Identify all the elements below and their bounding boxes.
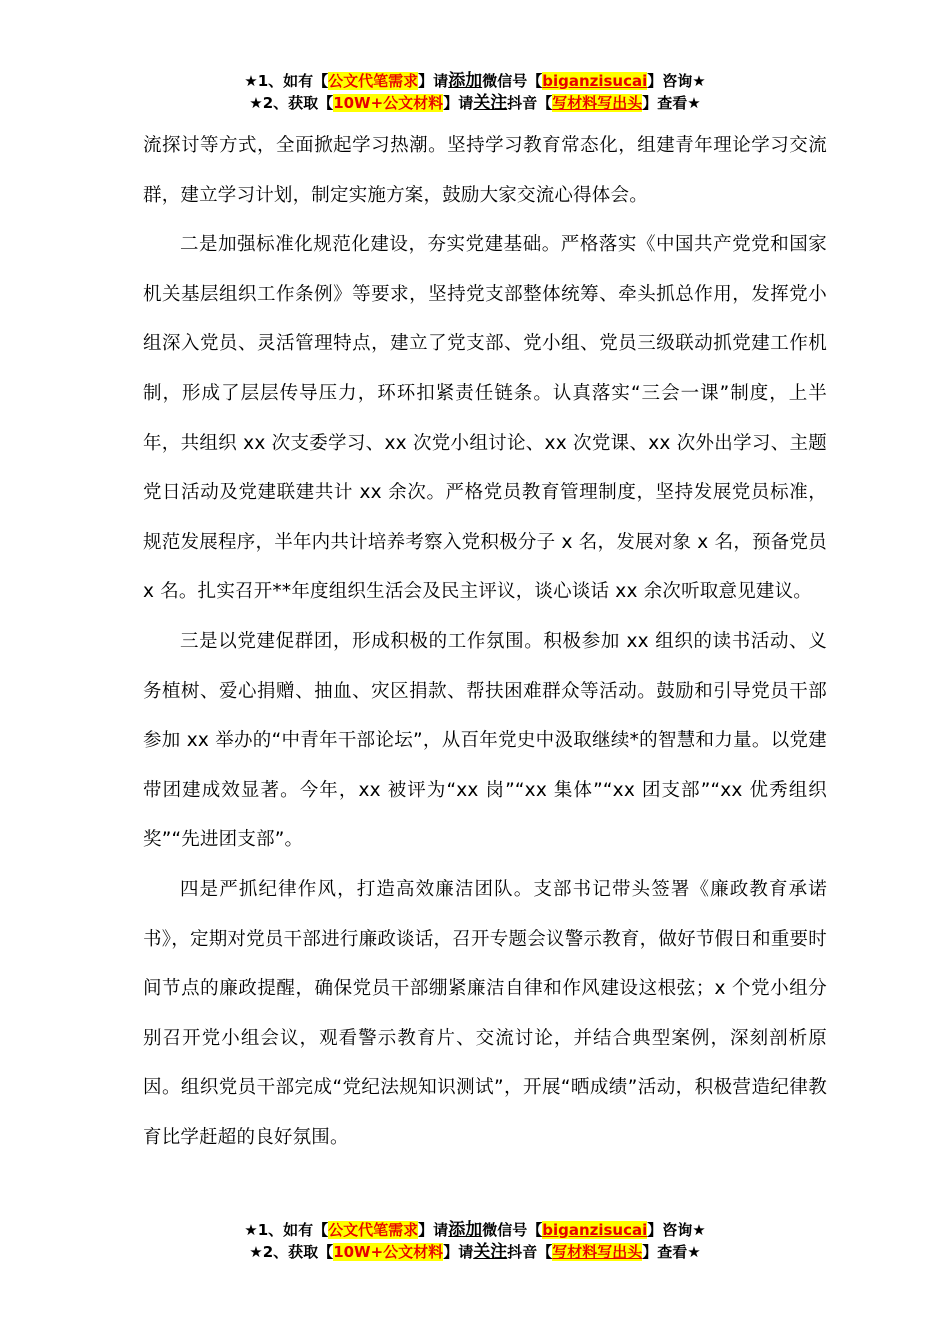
banner-line-1 <box>0 1219 950 1241</box>
banner-text: ★1、如有【 <box>244 72 329 90</box>
banner-highlight: 公文代笔需求 <box>328 72 419 90</box>
banner-text: ★2、获取【 <box>249 1243 334 1261</box>
banner-text: 抖音【 <box>507 1243 553 1261</box>
banner-highlight: 10W+公文材料 <box>333 94 444 112</box>
paragraph-discipline: 四是严抓纪律作风，打造高效廉洁团队。支部书记带头签署《廉政教育承诺书》，定期对党员干部进行廉政谈话，召开专题会议警示教育，做好节假日和重要时间节点的廉政提醒，确保党员干部绷紧廉洁自律和作风建设这根弦；x 个党小组分别召开党小组会议，观看警示教育片、交流讨论，并结合典型案例，深刻剖析原因。组织党员干部完成“党纪法规知识测试”，开展“晒成绩”活动，积极营造纪律教育比学赶超的良好氛围。 <box>143 878 827 1148</box>
banner-douyin-id: 写材料写出头 <box>552 94 643 112</box>
paragraph-continuation: 流探讨等方式，全面掀起学习热潮。坚持学习教育常态化，组建青年理论学习交流群，建立学习计划，制定实施方案，鼓励大家交流心得体会。 <box>143 135 827 206</box>
footer-banner <box>0 1219 950 1263</box>
banner-wechat-id: biganzisucai <box>542 72 648 90</box>
banner-highlight: 公文代笔需求 <box>328 1221 419 1239</box>
banner-line-1 <box>0 70 950 92</box>
banner-text: 】咨询★ <box>647 1221 706 1239</box>
paragraph-standardization: 二是加强标准化规范化建设，夯实党建基础。严格落实《中国共产党党和国家机关基层组织工作条例》等要求，坚持党支部整体统筹、牵头抓总作用，发挥党小组深入党员、灵活管理特点，建立了党支部、党小组、党员三级联动抓党建工作机制，形成了层层传导压力，环环扣紧责任链条。认真落实“三会一课”制度，上半年，共组织 xx 次支委学习、xx 次党小组讨论、xx 次党课、xx 次外出学习、主题党日活动及党建联建共计 xx 余次。严格党员教育管理制度，坚持发展党员标准，规范发展程序，半年内共计培养考察入党积极分子 x 名，发展对象 x 名，预备党员 x 名。扎实召开**年度组织生活会及民主评议，谈心谈话 xx 余次听取意见建议。 <box>143 234 827 603</box>
banner-text: 微信号【 <box>482 1221 543 1239</box>
header-banner <box>0 70 950 114</box>
document-body <box>143 121 827 1162</box>
paragraph-mass-organizations: 三是以党建促群团，形成积极的工作氛围。积极参加 xx 组织的读书活动、义务植树、爱心捐赠、抽血、灾区捐款、帮扶困难群众等活动。鼓励和引导党员干部参加 xx 举办的“中青年干部论坛”，从百年党史中汲取继续*的智慧和力量。以党建带团建成效显著。今年，xx 被评为“xx 岗”“xx 集体”“xx 团支部”“xx 优秀组织奖”“先进团支部”。 <box>143 630 827 851</box>
banner-text: 】请 <box>418 72 449 90</box>
banner-line-2 <box>0 92 950 114</box>
banner-text: 抖音【 <box>507 94 553 112</box>
banner-underline: 添加 <box>448 71 483 91</box>
banner-douyin-id: 写材料写出头 <box>552 1243 643 1261</box>
banner-text: 】请 <box>443 94 474 112</box>
banner-text: 】查看★ <box>642 94 701 112</box>
banner-text: ★2、获取【 <box>249 94 334 112</box>
banner-text: 】查看★ <box>642 1243 701 1261</box>
banner-text: 】请 <box>418 1221 449 1239</box>
banner-underline: 关注 <box>473 1242 508 1262</box>
banner-line-2 <box>0 1241 950 1263</box>
banner-underline: 添加 <box>448 1220 483 1240</box>
banner-text: 】咨询★ <box>647 72 706 90</box>
banner-highlight: 10W+公文材料 <box>333 1243 444 1261</box>
banner-text: ★1、如有【 <box>244 1221 329 1239</box>
banner-underline: 关注 <box>473 93 508 113</box>
banner-wechat-id: biganzisucai <box>542 1221 648 1239</box>
banner-text: 微信号【 <box>482 72 543 90</box>
banner-text: 】请 <box>443 1243 474 1261</box>
